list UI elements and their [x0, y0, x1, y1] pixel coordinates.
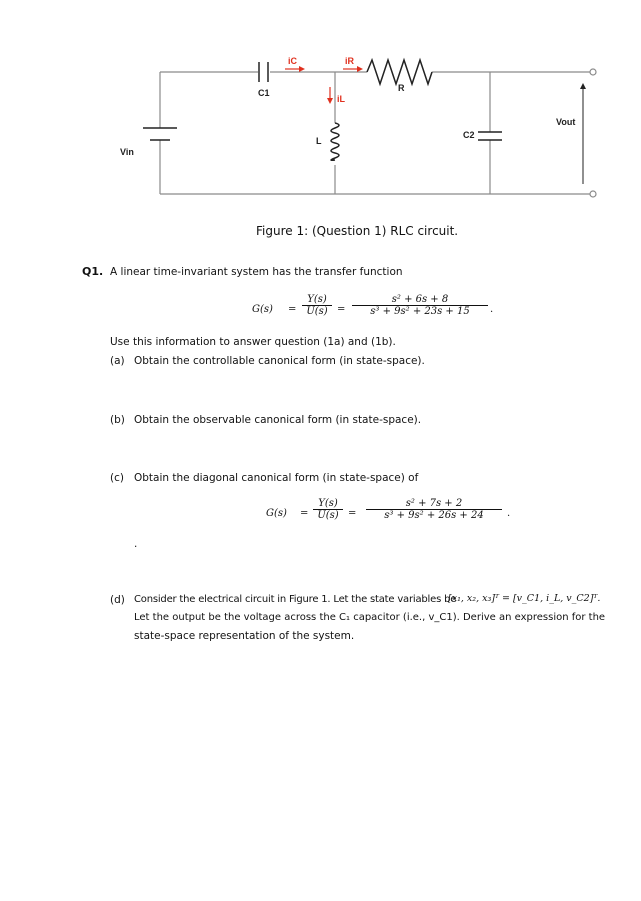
battery-vin — [143, 128, 177, 140]
vout-terminal-bottom — [590, 191, 596, 197]
part-b-label: (b) — [110, 414, 125, 426]
tf1-fraction — [352, 294, 488, 317]
part-c-text: Obtain the diagonal canonical form (in state-space) of — [134, 472, 419, 484]
part-d-label: (d) — [110, 594, 125, 606]
tf1-eq1: = — [288, 304, 297, 315]
label-c2: C2 — [463, 130, 475, 140]
question-number: Q1. — [82, 265, 104, 278]
resistor-r — [367, 60, 432, 84]
part-c-label: (c) — [110, 472, 124, 484]
tf2-eq2: = — [348, 508, 357, 519]
tf1-mid-fraction — [302, 294, 332, 317]
question-intro: A linear time-invariant system has the transfer function — [110, 266, 403, 278]
vout-terminal-top — [590, 69, 596, 75]
tf1-end: . — [490, 304, 494, 315]
use-info-text: Use this information to answer question (1a) and (1b). — [110, 336, 396, 348]
label-ic: iC — [288, 56, 297, 66]
label-vin: Vin — [120, 147, 134, 157]
part-d-line1-math: [x₁, x₂, x₃]ᵀ = [v_C1, i_L, v_C2]ᵀ. — [448, 593, 601, 604]
stray-dot: . — [134, 538, 138, 550]
vout-arrow-icon — [580, 83, 586, 184]
label-l: L — [316, 136, 322, 146]
capacitor-c2 — [478, 132, 502, 140]
rlc-circuit-diagram — [0, 0, 641, 215]
inductor-l — [331, 123, 339, 160]
tf2-fraction — [366, 498, 502, 521]
part-d-line2: Let the output be the voltage across the C₁ capacitor (i.e., v_C1). Derive an expression for the — [134, 612, 606, 623]
tf1-mid-den: U(s) — [302, 305, 332, 317]
part-b-text: Obtain the observable canonical form (in state-space). — [134, 414, 422, 426]
tf1-mid-num: Y(s) — [307, 294, 327, 305]
tf2-numerator: s² + 7s + 2 — [405, 498, 463, 509]
tf1-eq2: = — [337, 304, 346, 315]
label-vout: Vout — [556, 117, 576, 127]
label-r: R — [398, 83, 405, 93]
label-il: iL — [337, 94, 345, 104]
circuit-wires — [160, 72, 590, 194]
tf2-eq1: = — [300, 508, 309, 519]
figure-caption: Figure 1: (Question 1) RLC circuit. — [256, 224, 459, 238]
tf2-mid-num: Y(s) — [318, 498, 338, 509]
part-a-label: (a) — [110, 355, 125, 367]
tf2-mid-den: U(s) — [313, 509, 343, 521]
tf2-mid-fraction — [313, 498, 343, 521]
tf1-numerator: s² + 6s + 8 — [391, 294, 449, 305]
capacitor-c1 — [259, 62, 268, 82]
transfer-function-2 — [0, 494, 641, 534]
label-c1: C1 — [258, 88, 270, 98]
part-d-line3: state-space representation of the system. — [134, 630, 355, 642]
tf2-end: . — [507, 508, 511, 519]
tf2-lhs: G(s) — [266, 508, 287, 519]
part-a-text: Obtain the controllable canonical form (in state-space). — [134, 355, 425, 367]
part-d-line1-text: Consider the electrical circuit in Figure 1. Let the state variables be — [134, 594, 457, 605]
tf1-lhs: G(s) — [252, 304, 273, 315]
tf2-denominator: s³ + 9s² + 26s + 24 — [366, 509, 502, 521]
transfer-function-1 — [0, 290, 641, 330]
label-ir: iR — [345, 56, 354, 66]
tf1-denominator: s³ + 9s² + 23s + 15 — [352, 305, 488, 317]
